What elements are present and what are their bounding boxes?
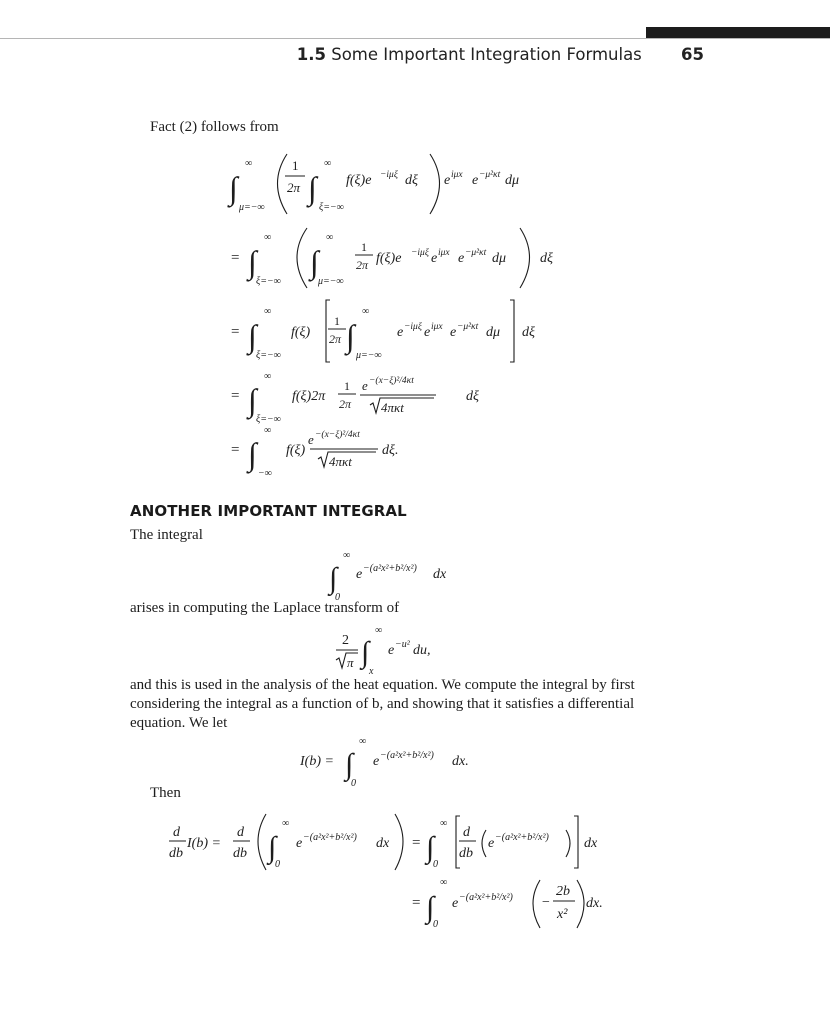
svg-text:e: e xyxy=(424,325,431,340)
derivation-line-1 xyxy=(0,150,830,220)
svg-text:db: db xyxy=(459,846,473,861)
svg-text:dξ: dξ xyxy=(405,173,418,188)
analysis-paragraph: and this is used in the analysis of the heat equation. We compute the integral by first considering the integral as a function of b, and showing that it satisfies a differential equation. We let xyxy=(130,677,635,731)
svg-text:−iμξ: −iμξ xyxy=(404,322,422,332)
derivative-equation-line-2 xyxy=(0,868,830,930)
svg-text:dx: dx xyxy=(376,836,390,851)
svg-text:e: e xyxy=(397,325,404,340)
svg-text:−μ²κt: −μ²κt xyxy=(465,248,487,258)
svg-text:π: π xyxy=(347,655,354,670)
svg-text:2π: 2π xyxy=(287,180,301,195)
svg-text:d: d xyxy=(463,825,470,840)
svg-text:ξ=−∞: ξ=−∞ xyxy=(256,276,281,287)
derivative-equation xyxy=(0,812,830,872)
svg-text:∫: ∫ xyxy=(248,318,257,354)
svg-text:−(a²x²+b²/x²): −(a²x²+b²/x²) xyxy=(363,563,417,574)
svg-text:e: e xyxy=(488,836,495,851)
svg-text:∞: ∞ xyxy=(245,158,253,169)
svg-text:e: e xyxy=(296,836,303,851)
svg-text:=: = xyxy=(231,388,240,404)
svg-text:∫: ∫ xyxy=(426,891,435,924)
svg-text:2π: 2π xyxy=(356,258,369,272)
svg-text:0: 0 xyxy=(335,592,340,603)
svg-text:e: e xyxy=(458,251,465,266)
svg-text:−iμξ: −iμξ xyxy=(380,170,398,180)
running-header xyxy=(297,45,704,64)
svg-text:iμx: iμx xyxy=(431,322,443,332)
svg-text:∞: ∞ xyxy=(375,625,383,636)
svg-text:μ=−∞: μ=−∞ xyxy=(318,276,344,287)
svg-text:dμ: dμ xyxy=(486,325,501,340)
svg-text:∞: ∞ xyxy=(324,158,332,169)
svg-text:=: = xyxy=(412,835,421,851)
svg-text:e: e xyxy=(308,432,314,447)
svg-text:dξ.: dξ. xyxy=(382,443,399,458)
svg-text:du,: du, xyxy=(413,643,431,658)
svg-text:−(a²x²+b²/x²): −(a²x²+b²/x²) xyxy=(380,750,434,761)
header-rule xyxy=(0,38,830,39)
svg-text:f(ξ)2π: f(ξ)2π xyxy=(292,389,326,404)
svg-text:e: e xyxy=(373,754,380,769)
derivation-line-4 xyxy=(0,368,830,428)
svg-text:ξ=−∞: ξ=−∞ xyxy=(256,414,281,425)
svg-text:∫: ∫ xyxy=(426,831,435,864)
svg-text:4πκt: 4πκt xyxy=(381,400,404,415)
svg-text:−iμξ: −iμξ xyxy=(411,248,429,258)
svg-text:1: 1 xyxy=(292,158,299,173)
svg-text:∫: ∫ xyxy=(229,170,238,206)
svg-text:e: e xyxy=(472,173,479,188)
svg-text:∫: ∫ xyxy=(345,748,354,781)
svg-text:∞: ∞ xyxy=(362,306,370,317)
svg-text:ξ=−∞: ξ=−∞ xyxy=(319,202,344,213)
svg-text:−μ²κt: −μ²κt xyxy=(457,322,479,332)
svg-text:∫: ∫ xyxy=(310,244,319,280)
svg-text:−∞: −∞ xyxy=(258,468,272,479)
svg-text:dx.: dx. xyxy=(452,754,469,769)
svg-text:I(b) =: I(b) = xyxy=(300,754,334,769)
svg-text:−μ²κt: −μ²κt xyxy=(479,170,501,180)
svg-text:=: = xyxy=(231,250,240,266)
svg-text:∞: ∞ xyxy=(343,550,351,561)
svg-text:ξ=−∞: ξ=−∞ xyxy=(256,350,281,361)
integral-intro-text: The integral xyxy=(130,527,203,543)
svg-text:=: = xyxy=(231,442,240,458)
section-heading: ANOTHER IMPORTANT INTEGRAL xyxy=(130,502,407,520)
svg-text:μ=−∞: μ=−∞ xyxy=(239,202,265,213)
svg-text:0: 0 xyxy=(351,778,356,789)
svg-text:∞: ∞ xyxy=(264,425,272,436)
svg-text:dx.: dx. xyxy=(586,896,603,911)
svg-text:2b: 2b xyxy=(556,884,570,899)
right-paren xyxy=(430,154,440,214)
svg-text:−(a²x²+b²/x²): −(a²x²+b²/x²) xyxy=(459,892,513,903)
svg-text:2π: 2π xyxy=(339,397,352,411)
derivation-line-5 xyxy=(0,422,830,482)
svg-text:f(ξ): f(ξ) xyxy=(291,325,311,340)
page-number: 65 xyxy=(681,45,704,64)
svg-text:f(ξ)e: f(ξ)e xyxy=(346,173,372,188)
svg-text:2: 2 xyxy=(342,633,349,648)
svg-text:iμx: iμx xyxy=(438,248,450,258)
definition-equation xyxy=(0,734,830,789)
svg-text:∞: ∞ xyxy=(326,232,334,243)
svg-text:∞: ∞ xyxy=(264,232,272,243)
svg-text:e: e xyxy=(444,173,451,188)
svg-text:∫: ∫ xyxy=(268,831,277,864)
svg-text:dx: dx xyxy=(433,567,447,582)
svg-text:−(x−ξ)²/4κt: −(x−ξ)²/4κt xyxy=(369,376,414,386)
svg-text:e: e xyxy=(388,643,395,658)
erfc-expression xyxy=(0,622,830,677)
svg-text:x²: x² xyxy=(557,907,568,922)
svg-text:dμ: dμ xyxy=(492,251,507,266)
svg-text:∞: ∞ xyxy=(264,371,272,382)
svg-text:μ=−∞: μ=−∞ xyxy=(356,350,382,361)
svg-text:e: e xyxy=(450,325,457,340)
svg-text:f(ξ)e: f(ξ)e xyxy=(376,251,402,266)
svg-text:−(a²x²+b²/x²): −(a²x²+b²/x²) xyxy=(495,832,549,843)
svg-text:e: e xyxy=(362,378,368,393)
svg-text:1: 1 xyxy=(361,240,367,254)
svg-text:I(b) =: I(b) = xyxy=(187,836,221,851)
svg-text:∫: ∫ xyxy=(248,382,257,418)
svg-text:db: db xyxy=(233,846,247,861)
svg-text:dξ: dξ xyxy=(466,389,479,404)
svg-text:dξ: dξ xyxy=(522,325,535,340)
svg-text:−(x−ξ)²/4κt: −(x−ξ)²/4κt xyxy=(315,430,360,440)
svg-text:∞: ∞ xyxy=(282,818,290,829)
svg-text:0: 0 xyxy=(433,919,438,930)
svg-text:x: x xyxy=(369,666,374,677)
svg-text:=: = xyxy=(412,895,421,911)
svg-text:2π: 2π xyxy=(329,332,342,346)
derivation-line-2 xyxy=(0,224,830,294)
svg-text:∞: ∞ xyxy=(440,818,448,829)
section-title: Some Important Integration Formulas xyxy=(331,45,642,64)
svg-text:∫: ∫ xyxy=(248,436,257,472)
svg-text:1: 1 xyxy=(334,314,340,328)
svg-text:db: db xyxy=(169,846,183,861)
integral-equation xyxy=(0,548,830,603)
svg-text:∫: ∫ xyxy=(329,562,338,595)
derivation-line-3 xyxy=(0,298,830,368)
svg-text:=: = xyxy=(231,324,240,340)
svg-text:dξ: dξ xyxy=(540,251,553,266)
svg-text:e: e xyxy=(356,567,363,582)
svg-text:d: d xyxy=(173,825,180,840)
svg-text:∫: ∫ xyxy=(248,244,257,280)
svg-text:dx: dx xyxy=(584,836,598,851)
svg-text:0: 0 xyxy=(433,859,438,870)
svg-text:∫: ∫ xyxy=(346,318,355,354)
svg-text:4πκt: 4πκt xyxy=(329,454,352,469)
left-paren xyxy=(278,154,288,214)
svg-text:e: e xyxy=(431,251,438,266)
svg-text:iμx: iμx xyxy=(451,170,463,180)
svg-text:∫: ∫ xyxy=(361,636,370,669)
right-bracket xyxy=(510,300,514,362)
svg-text:0: 0 xyxy=(275,859,280,870)
left-bracket xyxy=(326,300,330,362)
section-number: 1.5 xyxy=(296,45,326,64)
svg-text:−: − xyxy=(542,895,550,910)
svg-text:f(ξ): f(ξ) xyxy=(286,443,306,458)
svg-text:1: 1 xyxy=(344,379,350,393)
then-text: Then xyxy=(150,785,181,801)
svg-text:∞: ∞ xyxy=(264,306,272,317)
svg-text:∞: ∞ xyxy=(359,736,367,747)
svg-text:e: e xyxy=(452,896,459,911)
svg-text:∞: ∞ xyxy=(440,877,448,888)
intro-text: Fact (2) follows from xyxy=(150,119,279,135)
svg-text:−u²: −u² xyxy=(395,639,410,650)
svg-text:d: d xyxy=(237,825,244,840)
svg-text:dμ: dμ xyxy=(505,173,520,188)
svg-text:∫: ∫ xyxy=(308,170,317,206)
laplace-text: arises in computing the Laplace transform of xyxy=(130,600,400,616)
svg-text:−(a²x²+b²/x²): −(a²x²+b²/x²) xyxy=(303,832,357,843)
